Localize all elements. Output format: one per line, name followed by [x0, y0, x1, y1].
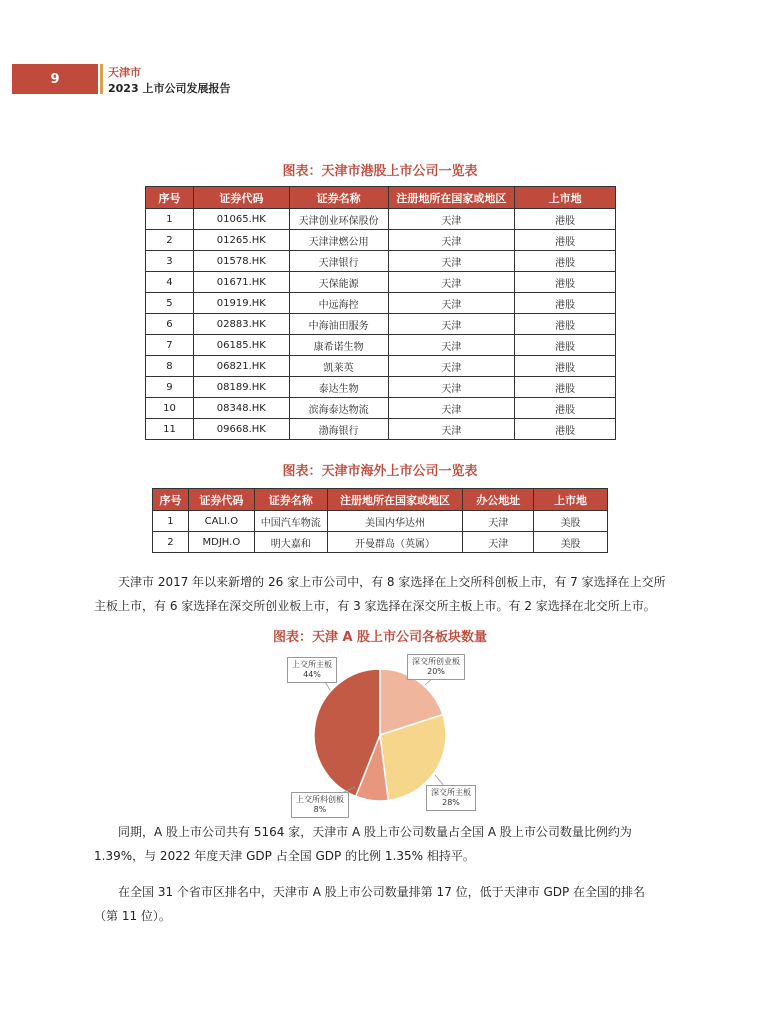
hk-header-cell: 序号	[146, 187, 194, 209]
hk-table-cell: 港股	[515, 209, 616, 230]
hk-table-cell: 01671.HK	[193, 272, 289, 293]
hk-table-cell: 8	[146, 356, 194, 377]
hk-header-cell: 证券代码	[193, 187, 289, 209]
os-table-cell: 美股	[534, 511, 608, 532]
os-table-cell: 天津	[463, 511, 534, 532]
hk-table-cell: 天津	[388, 272, 515, 293]
hk-table-cell: 天保能源	[289, 272, 388, 293]
hk-table-cell: 中远海控	[289, 293, 388, 314]
hk-table-cell: 6	[146, 314, 194, 335]
paragraph-share-of-national: 同期，A 股上市公司共有 5164 家，天津市 A 股上市公司数量占全国 A 股上市公司数量比例约为 1.39%，与 2022 年度天津 GDP 占全国 GDP 的比例 1.35% 相持平。	[94, 825, 632, 863]
hk-table-cell: 天津	[388, 377, 515, 398]
callout-szse-chinext-label: 深交所创业板	[412, 657, 460, 666]
hk-table-cell: 渤海银行	[289, 419, 388, 440]
hk-table-cell: 滨海泰达物流	[289, 398, 388, 419]
hk-table-cell: 01265.HK	[193, 230, 289, 251]
callout-sse-star	[291, 792, 349, 818]
hk-table-cell: 08189.HK	[193, 377, 289, 398]
hk-table-cell: 港股	[515, 293, 616, 314]
os-table-cell: CALI.O	[188, 511, 254, 532]
overseas-table-caption: 图表：天津市海外上市公司一览表	[282, 464, 478, 479]
hk-table-caption: 图表：天津市港股上市公司一览表	[282, 164, 478, 179]
hk-table-cell: 天津津燃公用	[289, 230, 388, 251]
hk-table-cell: 港股	[515, 335, 616, 356]
hk-table-cell: 港股	[515, 251, 616, 272]
hk-table-cell: 康希诺生物	[289, 335, 388, 356]
hk-table-cell: 港股	[515, 314, 616, 335]
hk-table-cell: 10	[146, 398, 194, 419]
hk-table-cell: 港股	[515, 272, 616, 293]
hk-table-cell: 天津	[388, 419, 515, 440]
hk-table-cell: 港股	[515, 356, 616, 377]
hk-table-cell: 5	[146, 293, 194, 314]
hk-table-cell: 天津	[388, 314, 515, 335]
hk-table-cell: 天津	[388, 335, 515, 356]
callout-szse-chinext-value: 20%	[427, 667, 445, 676]
paragraph-ranking: 在全国 31 个省市区排名中，天津市 A 股上市公司数量排第 17 位，低于天津市 GDP 在全国的排名（第 11 位）。	[94, 885, 646, 923]
hk-table-cell: 01578.HK	[193, 251, 289, 272]
os-header-cell: 证券名称	[254, 489, 327, 511]
callout-szse-main	[426, 785, 476, 811]
hk-table-cell: 01919.HK	[193, 293, 289, 314]
os-table-cell: 天津	[463, 532, 534, 553]
hk-table-cell: 06185.HK	[193, 335, 289, 356]
hk-header-cell: 证券名称	[289, 187, 388, 209]
hk-table-cell: 中海油田服务	[289, 314, 388, 335]
header-title-report: 2023 上市公司发展报告	[108, 82, 231, 95]
hk-table-cell: 天津	[388, 251, 515, 272]
hk-table-cell: 天津	[388, 293, 515, 314]
os-table-cell: 中国汽车物流	[254, 511, 327, 532]
os-header-cell: 办公地址	[463, 489, 534, 511]
callout-szse-main-value: 28%	[442, 798, 460, 807]
os-table-cell: 开曼群岛（英属）	[327, 532, 463, 553]
hk-table-cell: 01065.HK	[193, 209, 289, 230]
callout-sse-main	[287, 657, 337, 683]
hk-table-cell: 天津	[388, 356, 515, 377]
hk-table-cell: 3	[146, 251, 194, 272]
hk-table-cell: 港股	[515, 230, 616, 251]
os-header-cell: 证券代码	[188, 489, 254, 511]
callout-sse-star-value: 8%	[313, 805, 327, 814]
hk-table-cell: 天津	[388, 398, 515, 419]
hk-table-cell: 天津	[388, 209, 515, 230]
hk-table-cell: 7	[146, 335, 194, 356]
os-header-cell: 序号	[153, 489, 189, 511]
callout-szse-chinext	[407, 654, 465, 680]
header-title-city: 天津市	[108, 66, 141, 79]
hk-table-cell: 港股	[515, 419, 616, 440]
callout-szse-main-label: 深交所主板	[431, 788, 471, 797]
hk-table-cell: 06821.HK	[193, 356, 289, 377]
hk-table-cell: 11	[146, 419, 194, 440]
hk-table-cell: 凯莱英	[289, 356, 388, 377]
os-table-cell: 美国内华达州	[327, 511, 463, 532]
hk-table-cell: 02883.HK	[193, 314, 289, 335]
hk-table-cell: 天津创业环保股份	[289, 209, 388, 230]
hk-header-cell: 上市地	[515, 187, 616, 209]
hk-table-cell: 2	[146, 230, 194, 251]
os-header-cell: 注册地所在国家或地区	[327, 489, 463, 511]
os-table-cell: 2	[153, 532, 189, 553]
paragraph-new-listings: 天津市 2017 年以来新增的 26 家上市公司中，有 8 家选择在上交所科创板上市，有 7 家选择在上交所主板上市，有 6 家选择在深交所创业板上市，有 3 家选择在深交所主板上市。有 2 家选择在北交所上市。	[94, 575, 666, 613]
hk-header-cell: 注册地所在国家或地区	[388, 187, 515, 209]
callout-sse-main-label: 上交所主板	[292, 660, 332, 669]
os-table-cell: MDJH.O	[188, 532, 254, 553]
hk-table-cell: 08348.HK	[193, 398, 289, 419]
os-table-cell: 1	[153, 511, 189, 532]
hk-table-cell: 09668.HK	[193, 419, 289, 440]
chart-caption: 图表：天津 A 股上市公司各板块数量	[272, 630, 488, 645]
hk-table-cell: 4	[146, 272, 194, 293]
hk-table-cell: 港股	[515, 377, 616, 398]
hk-table-cell: 泰达生物	[289, 377, 388, 398]
hk-table-cell: 1	[146, 209, 194, 230]
page-number: 9	[12, 64, 98, 94]
hk-table-cell: 天津银行	[289, 251, 388, 272]
os-header-cell: 上市地	[534, 489, 608, 511]
callout-sse-main-value: 44%	[303, 670, 321, 679]
os-table-cell: 明大嘉和	[254, 532, 327, 553]
hk-table-cell: 天津	[388, 230, 515, 251]
hk-table-cell: 9	[146, 377, 194, 398]
hk-table-cell: 港股	[515, 398, 616, 419]
os-table-cell: 美股	[534, 532, 608, 553]
callout-sse-star-label: 上交所科创板	[296, 795, 344, 804]
